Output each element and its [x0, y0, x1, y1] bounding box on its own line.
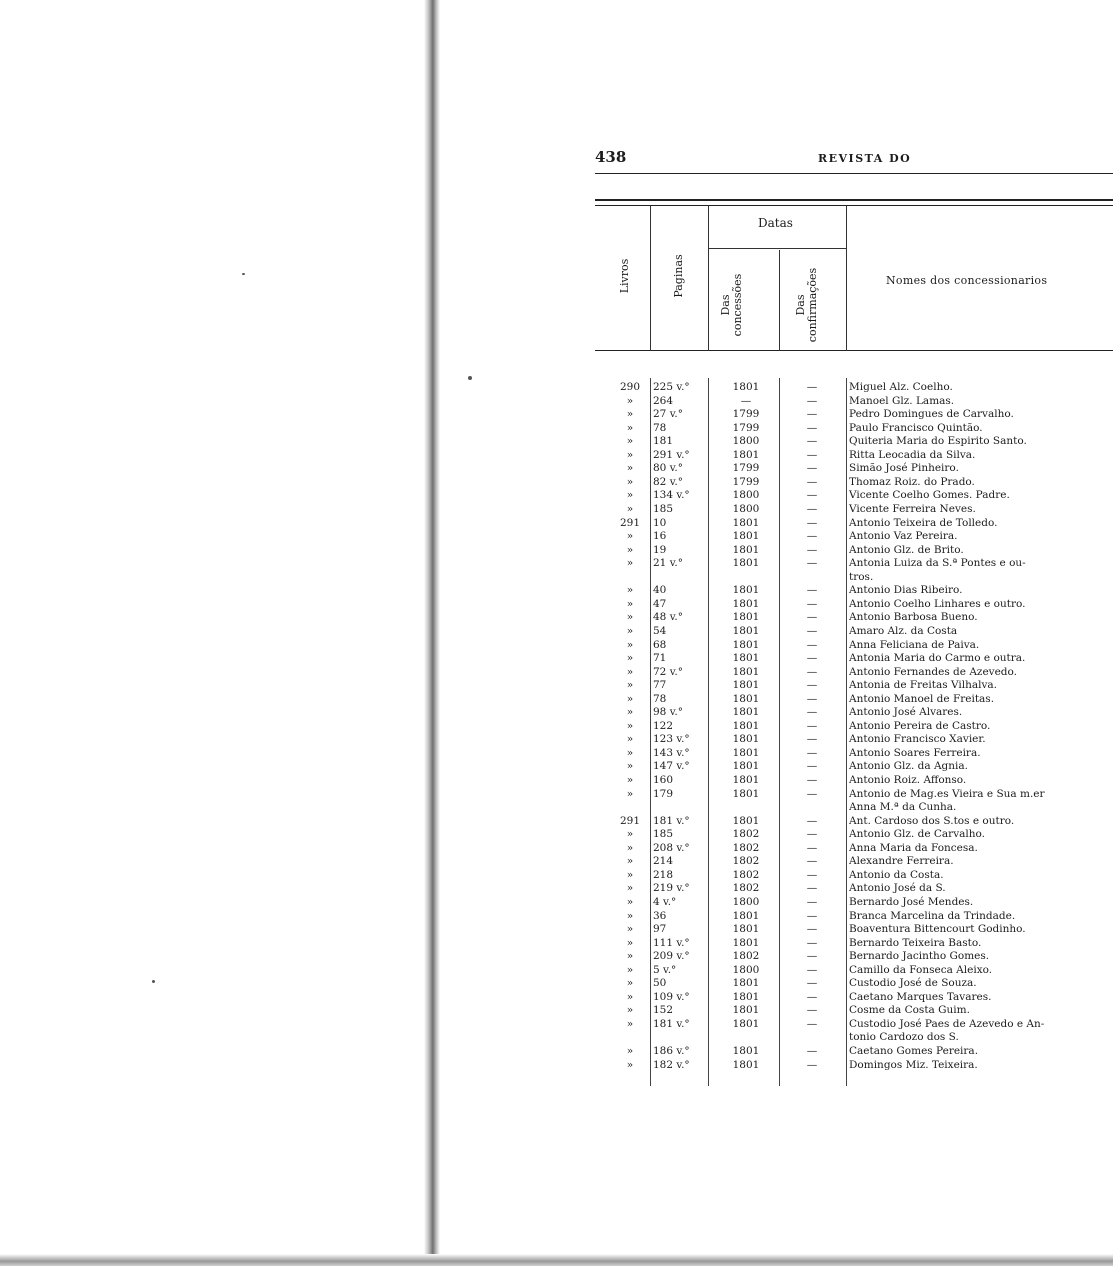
cell-concessao: 1801 [732, 733, 760, 746]
cell-livro: » [626, 1045, 634, 1057]
cell-concessao: 1801 [732, 624, 760, 637]
cell-concessao: 1801 [732, 381, 760, 393]
cell-concessao: 1801 [732, 936, 760, 949]
cell-concessao: 1801 [732, 557, 760, 570]
cell-concessao: 1801 [732, 923, 760, 935]
cell-concessao: 1799 [732, 475, 760, 488]
cell-concessao: 1801 [732, 787, 760, 800]
running-title: REVISTA DO [818, 152, 912, 165]
cell-confirmacao: — [806, 977, 818, 990]
cell-livro: » [626, 624, 634, 637]
cell-concessao: 1801 [732, 1004, 760, 1017]
cell-concessao: 1801 [732, 665, 760, 678]
cell-pagina: 16 [653, 530, 667, 542]
table-top-rule [595, 199, 1113, 201]
cell-concessao: 1799 [732, 421, 760, 434]
datas-underline [708, 248, 846, 249]
cell-confirmacao: — [806, 719, 818, 732]
header-das-confirmacoes: Das confirmações [794, 267, 819, 343]
cell-pagina: 143 v.° [653, 746, 690, 759]
cell-concessao: 1801 [732, 679, 760, 692]
cell-concessao: 1799 [732, 408, 760, 421]
cell-nome: Antonio Soares Ferreira. [849, 746, 981, 759]
cell-confirmacao: — [806, 787, 818, 800]
header-rule [595, 173, 1113, 174]
cell-pagina: 80 v.° [653, 462, 683, 475]
cell-nome: Antonio Glz. de Brito. [849, 543, 964, 556]
cell-nome: Ant. Cardoso dos S.tos e outro. [849, 814, 1015, 827]
cell-confirmacao: — [806, 543, 818, 556]
cell-pagina: 152 [653, 1004, 674, 1017]
cell-confirmacao: — [806, 746, 818, 759]
cell-pagina: 160 [653, 774, 674, 786]
cell-livro: » [626, 868, 634, 881]
cell-concessao: 1801 [732, 516, 760, 529]
cell-pagina: 218 [653, 868, 674, 881]
cell-nome: Caetano Marques Tavares. [849, 990, 992, 1003]
cell-concessao: 1801 [732, 719, 760, 732]
cell-confirmacao: — [806, 882, 818, 895]
header-datas: Datas [758, 216, 793, 230]
cell-livro: » [626, 963, 634, 976]
header-das-concessoes: Das concessões [719, 273, 744, 337]
table-top-rule-thin [595, 205, 1113, 206]
cell-livro: » [626, 855, 634, 868]
body-column-divider [846, 378, 847, 1086]
cell-concessao: — [740, 394, 752, 407]
cell-confirmacao: — [806, 733, 818, 746]
cell-concessao: 1801 [732, 652, 760, 664]
page-bottom-edge [0, 1254, 1113, 1266]
cell-pagina: 109 v.° [653, 990, 690, 1003]
cell-pagina: 78 [653, 692, 667, 705]
cell-nome: Antonia de Freitas Vilhalva. [849, 679, 997, 692]
cell-pagina: 291 v.° [653, 448, 690, 461]
cell-livro: » [626, 977, 634, 990]
cell-nome: Antonio Glz. de Carvalho. [849, 828, 985, 841]
cell-concessao: 1801 [732, 611, 760, 624]
cell-concessao: 1801 [732, 774, 760, 786]
cell-nome: tonio Cardozo dos S. [849, 1031, 959, 1044]
cell-concessao: 1801 [732, 746, 760, 759]
cell-pagina: 10 [653, 516, 667, 529]
cell-concessao: 1800 [732, 895, 760, 908]
blank-left-page [0, 0, 430, 1266]
cell-nome: Antonio Dias Ribeiro. [849, 584, 963, 597]
cell-nome: Quiteria Maria do Espirito Santo. [849, 435, 1027, 448]
cell-pagina: 78 [653, 421, 667, 434]
cell-nome: Anna Feliciana de Paiva. [849, 638, 980, 651]
cell-confirmacao: — [806, 1017, 818, 1030]
cell-pagina: 19 [653, 543, 667, 556]
cell-nome: Anna Maria da Foncesa. [849, 841, 978, 854]
cell-nome: Branca Marcelina da Trindade. [849, 909, 1016, 922]
cell-nome: Pedro Domingues de Carvalho. [849, 408, 1014, 421]
cell-confirmacao: — [806, 1045, 818, 1057]
cell-nome: Domingos Miz. Teixeira. [849, 1058, 978, 1071]
cell-pagina: 225 v.° [653, 381, 690, 393]
cell-pagina: 264 [653, 394, 674, 407]
cell-confirmacao: — [806, 624, 818, 637]
cell-nome: Antonio José da S. [849, 882, 946, 895]
cell-nome: Antonio Teixeira de Tolledo. [849, 516, 998, 529]
cell-livro: » [626, 950, 634, 963]
cell-livro: » [626, 435, 634, 448]
cell-livro: 290 [619, 381, 641, 393]
cell-nome: Antonio Manoel de Freitas. [849, 692, 995, 705]
cell-confirmacao: — [806, 963, 818, 976]
cell-nome: Anna M.ª da Cunha. [849, 801, 957, 813]
cell-nome: Custodio José de Souza. [849, 977, 977, 990]
cell-livro: » [626, 828, 634, 841]
cell-pagina: 54 [653, 624, 667, 637]
column-divider [779, 250, 780, 351]
cell-pagina: 186 v.° [653, 1045, 690, 1057]
cell-confirmacao: — [806, 923, 818, 935]
cell-pagina: 214 [653, 855, 674, 868]
cell-pagina: 98 v.° [653, 706, 683, 719]
cell-livro: » [626, 787, 634, 800]
cell-concessao: 1801 [732, 977, 760, 990]
column-divider [708, 206, 709, 351]
cell-livro: » [626, 652, 634, 664]
cell-pagina: 27 v.° [653, 408, 683, 421]
body-column-divider [650, 378, 651, 1086]
cell-livro: » [626, 936, 634, 949]
cell-confirmacao: — [806, 448, 818, 461]
cell-pagina: 208 v.° [653, 841, 690, 854]
cell-concessao: 1801 [732, 760, 760, 773]
cell-livro: » [626, 990, 634, 1003]
cell-confirmacao: — [806, 475, 818, 488]
column-divider [846, 206, 847, 351]
column-divider [650, 206, 651, 351]
cell-nome: Antonio Fernandes de Azevedo. [849, 665, 1017, 678]
cell-concessao: 1802 [732, 828, 760, 841]
cell-nome: Camillo da Fonseca Aleixo. [849, 963, 993, 976]
cell-nome: Antonio José Alvares. [849, 706, 963, 719]
cell-confirmacao: — [806, 774, 818, 786]
cell-pagina: 50 [653, 977, 667, 990]
cell-livro: » [626, 421, 634, 434]
cell-confirmacao: — [806, 990, 818, 1003]
cell-concessao: 1801 [732, 706, 760, 719]
cell-pagina: 219 v.° [653, 882, 690, 895]
cell-livro: » [626, 462, 634, 475]
cell-livro: » [626, 665, 634, 678]
cell-nome: Antonio Vaz Pereira. [849, 530, 958, 542]
cell-livro: » [626, 733, 634, 746]
cell-nome: Caetano Gomes Pereira. [849, 1045, 979, 1057]
cell-livro: » [626, 638, 634, 651]
cell-livro: » [626, 1058, 634, 1071]
cell-confirmacao: — [806, 868, 818, 881]
cell-confirmacao: — [806, 584, 818, 597]
cell-livro: » [626, 909, 634, 922]
cell-livro: » [626, 530, 634, 542]
cell-confirmacao: — [806, 557, 818, 570]
cell-livro: » [626, 1004, 634, 1017]
cell-confirmacao: — [806, 611, 818, 624]
cell-pagina: 181 v.° [653, 814, 690, 827]
cell-livro: » [626, 841, 634, 854]
cell-concessao: 1799 [732, 462, 760, 475]
cell-concessao: 1802 [732, 950, 760, 963]
cell-pagina: 123 v.° [653, 733, 690, 746]
page-number: 438 [595, 148, 627, 166]
cell-nome: Antonio de Mag.es Vieira e Sua m.er [849, 787, 1045, 800]
cell-nome: Antonio Glz. da Agnia. [849, 760, 968, 773]
cell-nome: Antonio Pereira de Castro. [849, 719, 991, 732]
cell-confirmacao: — [806, 692, 818, 705]
print-speck [152, 980, 155, 983]
cell-confirmacao: — [806, 1004, 818, 1017]
cell-concessao: 1801 [732, 692, 760, 705]
cell-pagina: 36 [653, 909, 667, 922]
cell-concessao: 1801 [732, 543, 760, 556]
cell-livro: » [626, 1017, 634, 1030]
cell-confirmacao: — [806, 706, 818, 719]
cell-confirmacao: — [806, 760, 818, 773]
cell-livro: » [626, 597, 634, 610]
cell-nome: Bernardo José Mendes. [849, 895, 974, 908]
cell-concessao: 1802 [732, 855, 760, 868]
cell-concessao: 1800 [732, 489, 760, 502]
table-header-bottom-rule [595, 350, 1113, 351]
cell-confirmacao: — [806, 679, 818, 692]
cell-livro: » [626, 584, 634, 597]
cell-confirmacao: — [806, 381, 818, 393]
cell-concessao: 1801 [732, 638, 760, 651]
cell-confirmacao: — [806, 421, 818, 434]
cell-pagina: 47 [653, 597, 667, 610]
cell-livro: » [626, 882, 634, 895]
cell-pagina: 68 [653, 638, 667, 651]
cell-nome: Miguel Alz. Coelho. [849, 381, 953, 393]
cell-concessao: 1801 [732, 1058, 760, 1071]
cell-pagina: 71 [653, 652, 667, 664]
cell-livro: » [626, 489, 634, 502]
cell-confirmacao: — [806, 652, 818, 664]
cell-confirmacao: — [806, 950, 818, 963]
cell-livro: » [626, 719, 634, 732]
cell-pagina: 48 v.° [653, 611, 683, 624]
cell-concessao: 1801 [732, 584, 760, 597]
cell-concessao: 1800 [732, 435, 760, 448]
cell-concessao: 1801 [732, 448, 760, 461]
cell-livro: » [626, 448, 634, 461]
cell-concessao: 1800 [732, 502, 760, 515]
cell-pagina: 21 v.° [653, 557, 683, 570]
cell-confirmacao: — [806, 936, 818, 949]
cell-nome: Ritta Leocadia da Silva. [849, 448, 976, 461]
cell-livro: » [626, 746, 634, 759]
cell-confirmacao: — [806, 435, 818, 448]
cell-nome: Antonio Roiz. Affonso. [849, 774, 967, 786]
book-binding-shadow [424, 0, 440, 1266]
cell-confirmacao: — [806, 841, 818, 854]
cell-livro: » [626, 502, 634, 515]
cell-concessao: 1800 [732, 963, 760, 976]
cell-confirmacao: — [806, 516, 818, 529]
cell-pagina: 97 [653, 923, 667, 935]
cell-concessao: 1801 [732, 1045, 760, 1057]
cell-confirmacao: — [806, 895, 818, 908]
cell-confirmacao: — [806, 462, 818, 475]
cell-confirmacao: — [806, 489, 818, 502]
cell-confirmacao: — [806, 909, 818, 922]
cell-pagina: 179 [653, 787, 674, 800]
cell-livro: » [626, 611, 634, 624]
cell-livro: » [626, 543, 634, 556]
cell-livro: » [626, 679, 634, 692]
cell-concessao: 1802 [732, 841, 760, 854]
cell-nome: tros. [849, 570, 874, 583]
cell-pagina: 182 v.° [653, 1058, 690, 1071]
cell-confirmacao: — [806, 597, 818, 610]
cell-confirmacao: — [806, 502, 818, 515]
cell-livro: 291 [619, 516, 641, 529]
cell-confirmacao: — [806, 530, 818, 542]
cell-livro: » [626, 394, 634, 407]
cell-pagina: 5 v.° [653, 963, 677, 976]
body-column-divider [708, 378, 709, 1086]
cell-pagina: 181 [653, 435, 674, 448]
cell-pagina: 111 v.° [653, 936, 690, 949]
cell-nome: Custodio José Paes de Azevedo e An- [849, 1017, 1045, 1030]
cell-confirmacao: — [806, 408, 818, 421]
cell-nome: Thomaz Roiz. do Prado. [849, 475, 975, 488]
cell-livro: » [626, 706, 634, 719]
cell-pagina: 40 [653, 584, 667, 597]
cell-concessao: 1802 [732, 882, 760, 895]
cell-nome: Vicente Coelho Gomes. Padre. [849, 489, 1010, 502]
cell-pagina: 72 v.° [653, 665, 683, 678]
cell-nome: Boaventura Bittencourt Godinho. [849, 923, 1026, 935]
cell-pagina: 4 v.° [653, 895, 677, 908]
cell-nome: Vicente Ferreira Neves. [849, 502, 976, 515]
cell-nome: Paulo Francisco Quintão. [849, 421, 983, 434]
cell-nome: Antonio da Costa. [849, 868, 944, 881]
cell-pagina: 82 v.° [653, 475, 683, 488]
cell-confirmacao: — [806, 1058, 818, 1071]
cell-livro: » [626, 408, 634, 421]
cell-livro: » [626, 475, 634, 488]
document-page [440, 0, 1113, 1254]
cell-nome: Antonio Francisco Xavier. [849, 733, 986, 746]
cell-nome: Antonio Barbosa Bueno. [849, 611, 978, 624]
cell-pagina: 122 [653, 719, 674, 732]
cell-pagina: 209 v.° [653, 950, 690, 963]
cell-confirmacao: — [806, 665, 818, 678]
cell-nome: Antonia Maria do Carmo e outra. [849, 652, 1026, 664]
cell-confirmacao: — [806, 394, 818, 407]
cell-nome: Bernardo Teixeira Basto. [849, 936, 982, 949]
header-livros: Livros [618, 258, 631, 294]
body-column-divider [779, 378, 780, 1086]
cell-livro: » [626, 692, 634, 705]
cell-livro: » [626, 895, 634, 908]
cell-confirmacao: — [806, 638, 818, 651]
cell-pagina: 134 v.° [653, 489, 690, 502]
cell-livro: » [626, 760, 634, 773]
header-nomes: Nomes dos concessionarios [886, 274, 1048, 287]
header-paginas: Paginas [672, 254, 685, 298]
cell-livro: » [626, 557, 634, 570]
cell-nome: Simão José Pinheiro. [849, 462, 959, 475]
cell-concessao: 1801 [732, 1017, 760, 1030]
cell-concessao: 1801 [732, 597, 760, 610]
cell-nome: Bernardo Jacintho Gomes. [849, 950, 990, 963]
cell-nome: Antonia Luiza da S.ª Pontes e ou- [849, 557, 1026, 570]
cell-nome: Manoel Glz. Lamas. [849, 394, 955, 407]
cell-concessao: 1801 [732, 530, 760, 542]
cell-confirmacao: — [806, 855, 818, 868]
print-speck [242, 273, 245, 275]
cell-concessao: 1802 [732, 868, 760, 881]
cell-confirmacao: — [806, 814, 818, 827]
cell-pagina: 185 [653, 828, 674, 841]
cell-livro: » [626, 774, 634, 786]
cell-confirmacao: — [806, 828, 818, 841]
cell-nome: Antonio Coelho Linhares e outro. [849, 597, 1026, 610]
cell-concessao: 1801 [732, 990, 760, 1003]
cell-livro: 291 [619, 814, 641, 827]
cell-concessao: 1801 [732, 814, 760, 827]
cell-pagina: 181 v.° [653, 1017, 690, 1030]
cell-nome: Cosme da Costa Guim. [849, 1004, 970, 1017]
cell-nome: Alexandre Ferreira. [849, 855, 954, 868]
cell-concessao: 1801 [732, 909, 760, 922]
cell-pagina: 77 [653, 679, 667, 692]
cell-nome: Amaro Alz. da Costa [849, 624, 958, 637]
cell-pagina: 185 [653, 502, 674, 515]
cell-pagina: 147 v.° [653, 760, 690, 773]
cell-livro: » [626, 923, 634, 935]
